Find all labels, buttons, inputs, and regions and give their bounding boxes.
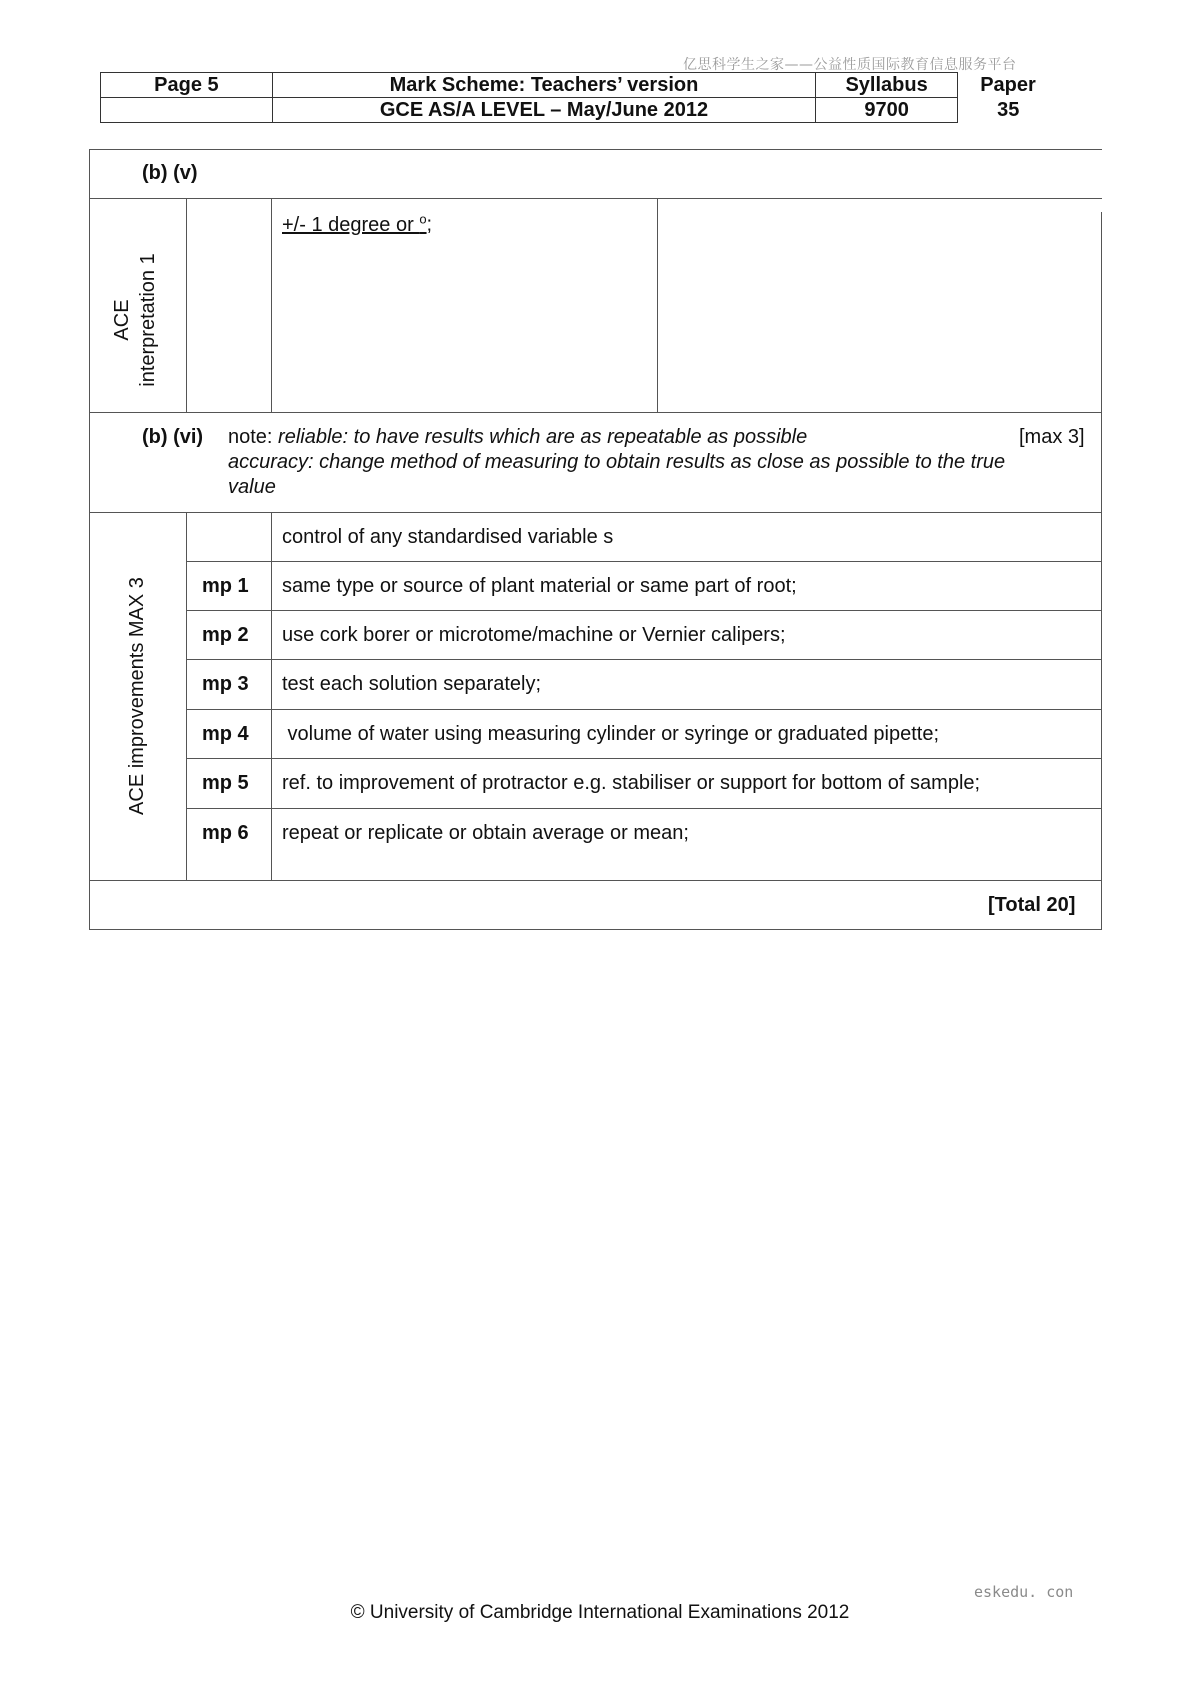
rule-row-2 — [186, 610, 1102, 611]
site-watermark: eskedu. con — [974, 1583, 1074, 1601]
rule-row-5 — [186, 758, 1102, 759]
ace-interpretation-label — [109, 220, 165, 420]
mp4-text: volume of water using measuring cylinder or syringe or graduated pipette; — [282, 723, 940, 745]
document-title: Mark Scheme: Teachers’ version — [272, 73, 815, 98]
paper-label: Paper — [980, 74, 1036, 96]
ace-interpretation-line2: interpretation 1 — [137, 253, 159, 387]
degree-symbol: o — [419, 211, 427, 226]
rule-note-bottom — [89, 512, 1102, 513]
rule-right-lower — [1101, 412, 1102, 930]
mp3-label: mp 3 — [202, 673, 249, 695]
question-label-bv: (b) (v) — [142, 162, 198, 184]
copyright-footer: © University of Cambridge International Examinations 2012 — [350, 1602, 850, 1623]
bv-answer — [282, 211, 432, 237]
rule-row-3 — [186, 659, 1102, 660]
max-marks: [max 3] — [1019, 426, 1085, 448]
syllabus-label: Syllabus — [816, 73, 958, 98]
note-reliable — [228, 426, 807, 449]
bv-answer-tail: ; — [426, 213, 433, 236]
mp5-text: ref. to improvement of protractor e.g. stabiliser or support for bottom of sample; — [282, 772, 981, 794]
note-accuracy-text: accuracy: change method of measuring to obtain results as close as possible to the true — [228, 451, 1006, 473]
note-accuracy-line1 — [228, 451, 1005, 474]
rule-col1-interp — [186, 198, 187, 412]
rule-improvements-bottom — [89, 880, 1102, 881]
mp2-text: use cork borer or microtome/machine or Vernier calipers; — [282, 624, 786, 646]
bv-answer-text: +/- 1 degree or — [282, 213, 420, 236]
rule-left — [89, 149, 90, 930]
page-header-table — [100, 72, 1059, 123]
note-reliable-text: reliable: to have results which are as repeatable as possible — [278, 426, 808, 448]
rule-bottom — [89, 929, 1102, 930]
page-number-empty-cell — [101, 98, 273, 123]
rule-col1-improvements — [186, 512, 187, 880]
question-label-bvi: (b) (vi) — [142, 426, 204, 448]
rule-row-6 — [186, 808, 1102, 809]
ace-interpretation-line1: ACE — [111, 299, 133, 341]
mp1-text: same type or source of plant material or same part of root; — [282, 575, 797, 597]
syllabus-code: 9700 — [816, 98, 958, 123]
mp5-label: mp 5 — [202, 772, 249, 794]
rule-row-4 — [186, 709, 1102, 710]
note-accuracy-line2 — [228, 476, 276, 499]
rule-right-upper — [1101, 212, 1102, 412]
rule-col2-improvements — [271, 512, 272, 880]
ace-improvements-label: ACE improvements MAX 3 — [126, 577, 148, 815]
mp1-label: mp 1 — [202, 575, 249, 597]
rule-col3-interp — [657, 198, 658, 412]
note-prefix: note: — [228, 426, 279, 448]
rule-top — [89, 149, 1102, 150]
mp6-label: mp 6 — [202, 822, 249, 844]
exam-session: GCE AS/A LEVEL – May/June 2012 — [272, 98, 815, 123]
rule-bv-bottom — [89, 198, 1102, 199]
row-standardised-text: control of any standardised variable s — [282, 526, 614, 548]
mp3-text: test each solution separately; — [282, 673, 542, 695]
rule-col2-interp — [271, 198, 272, 412]
rule-row-1 — [186, 561, 1102, 562]
rule-interp-bottom — [89, 412, 1102, 413]
mark-scheme-table — [89, 149, 1102, 930]
mp2-label: mp 2 — [202, 624, 249, 646]
mp4-label: mp 4 — [202, 723, 249, 745]
paper-number: 35 — [997, 99, 1020, 121]
page-number: Page 5 — [101, 73, 273, 98]
total-marks: [Total 20] — [988, 894, 1076, 916]
mp6-text: repeat or replicate or obtain average or mean; — [282, 822, 689, 844]
note-accuracy-text-2: value — [228, 476, 276, 498]
watermark-text: 亿思科学生之家——公益性质国际教育信息服务平台 — [683, 57, 1017, 73]
